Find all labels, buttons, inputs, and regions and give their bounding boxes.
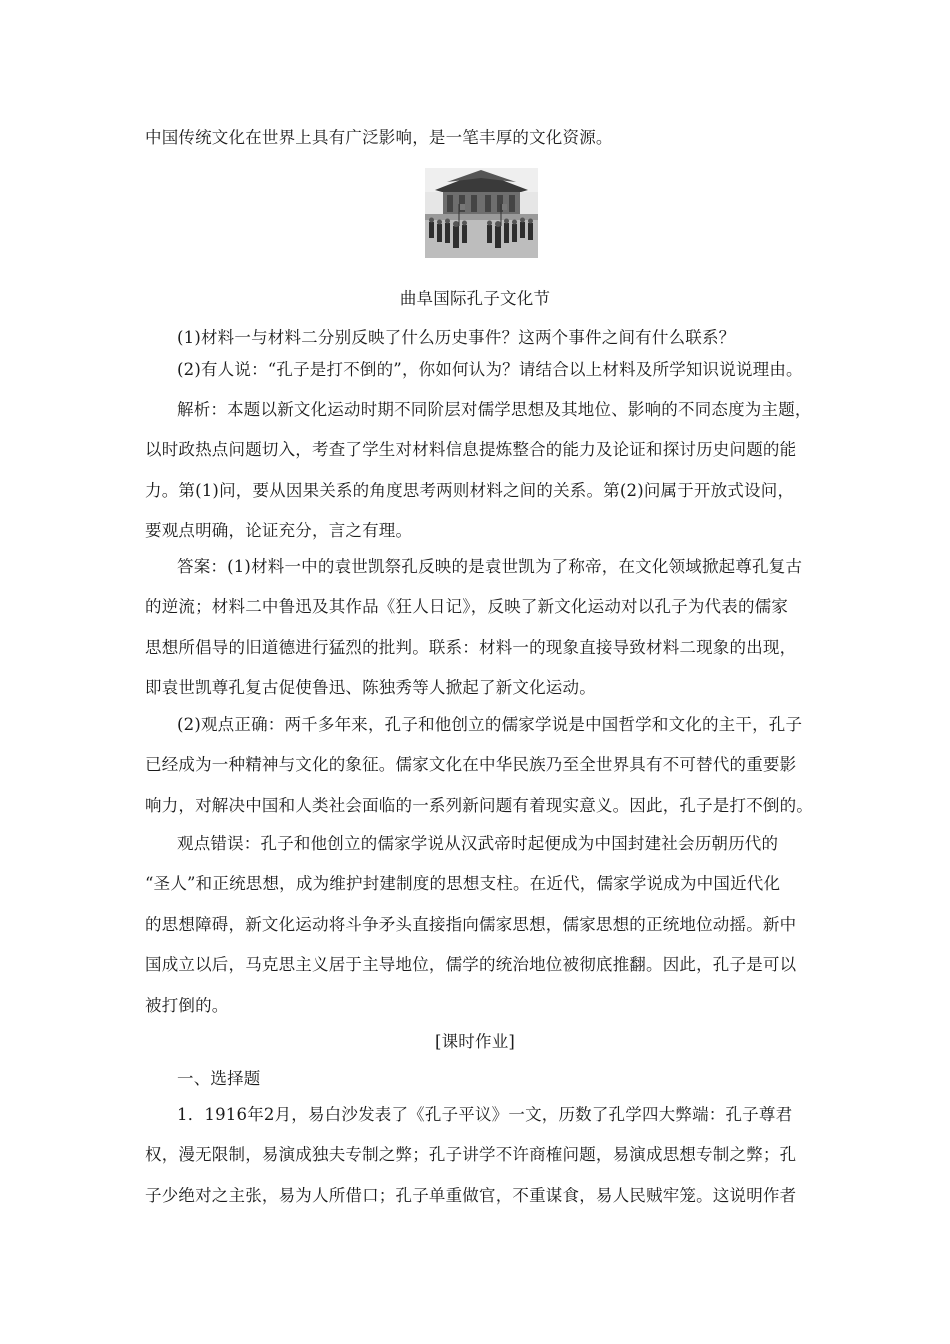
answer2-wrong-line: 观点错误：孔子和他创立的儒家学说从汉武帝时起便成为中国封建社会历朝历代的 [177, 834, 779, 853]
question-2: (2)有人说：“孔子是打不倒的”，你如何认为？请结合以上材料及所学知识说说理由。 [177, 360, 803, 379]
answer2-correct-line: (2)观点正确：两千多年来，孔子和他创立的儒家学说是中国哲学和文化的主干，孔子 [177, 715, 803, 734]
answer2-wrong-line: “圣人”和正统思想，成为维护封建制度的思想支柱。在近代，儒家学说成为中国近代化 [145, 874, 781, 893]
figure-caption: 曲阜国际孔子文化节 [399, 289, 551, 308]
temple-ceremony-photo-icon [425, 168, 538, 258]
analysis-line: 解析：本题以新文化运动时期不同阶层对儒学思想及其地位、影响的不同态度为主题， [177, 400, 812, 419]
answer2-wrong-line: 的思想障碍，新文化运动将斗争矛头直接指向儒家思想，儒家思想的正统地位动摇。新中 [145, 915, 797, 934]
question-1: (1)材料一与材料二分别反映了什么历史事件？这两个事件之间有什么联系？ [177, 328, 736, 347]
answer1-line: 答案：(1)材料一中的袁世凯祭孔反映的是袁世凯为了称帝，在文化领域掀起尊孔复古 [177, 557, 803, 576]
analysis-line: 以时政热点问题切入，考查了学生对材料信息提炼整合的能力及论证和探讨历史问题的能 [145, 440, 797, 459]
answer2-wrong-line: 国成立以后，马克思主义居于主导地位，儒学的统治地位被彻底推翻。因此，孔子是可以 [145, 955, 797, 974]
analysis-line: 力。第(1)问，要从因果关系的角度思考两则材料之间的关系。第(2)问属于开放式设问， [145, 481, 795, 500]
answer2-wrong-line: 被打倒的。 [145, 996, 229, 1015]
q1-line: 子少绝对之主张，易为人所借口；孔子单重做官，不重谋食，易人民贼牢笼。这说明作者 [145, 1186, 797, 1205]
intro-line: 中国传统文化在世界上具有广泛影响，是一笔丰厚的文化资源。 [145, 128, 613, 147]
answer1-line: 思想所倡导的旧道德进行猛烈的批判。联系：材料一的现象直接导致材料二现象的出现， [145, 638, 797, 657]
analysis-line: 要观点明确，论证充分，言之有理。 [145, 521, 413, 540]
answer1-line: 的逆流；材料二中鲁迅及其作品《狂人日记》，反映了新文化运动对以孔子为代表的儒家 [145, 597, 789, 616]
section-title: 一、选择题 [177, 1069, 261, 1088]
q1-line: 权，漫无限制，易演成独夫专制之弊；孔子讲学不许商榷问题，易演成思想专制之弊；孔 [145, 1145, 797, 1164]
answer2-correct-line: 响力，对解决中国和人类社会面临的一系列新问题有着现实意义。因此，孔子是打不倒的。 [145, 796, 813, 815]
answer1-line: 即袁世凯尊孔复古促使鲁迅、陈独秀等人掀起了新文化运动。 [145, 678, 596, 697]
answer2-correct-line: 已经成为一种精神与文化的象征。儒家文化在中华民族乃至全世界具有不可替代的重要影 [145, 755, 797, 774]
q1-line: 1．1916年2月，易白沙发表了《孔子平议》一文，历数了孔学四大弊端：孔子尊君 [177, 1105, 793, 1124]
homework-title: [课时作业] [434, 1032, 516, 1051]
